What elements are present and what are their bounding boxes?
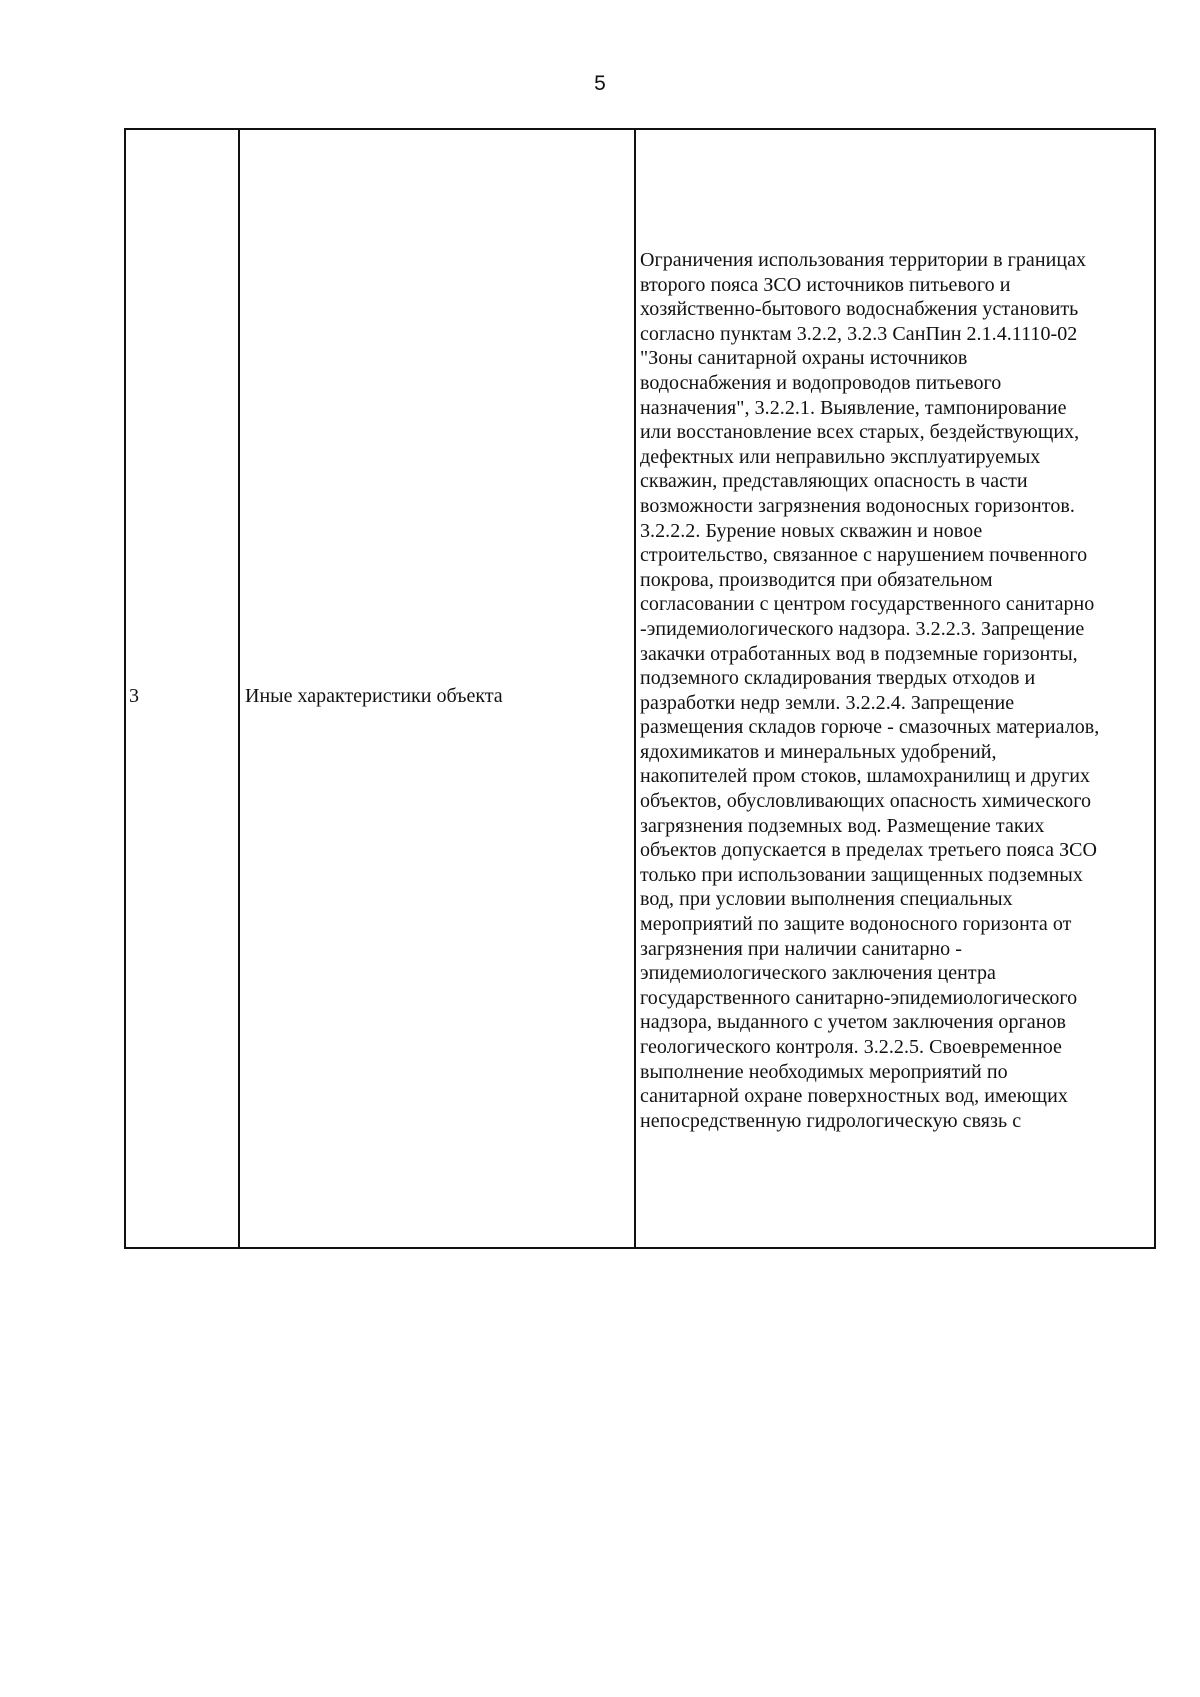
table-row [125,129,1155,1248]
characteristics-table [124,128,1156,1249]
row-number-cell: 3 [125,129,239,1248]
page-number: 5 [594,72,606,95]
row-name-cell: Иные характеристики объекта [239,129,635,1248]
row-value-text: Ограничения использования территории в границах второго пояса ЗСО источников питьевого и хозяйственно-бытового водоснабжения установить согласно пунктам 3.2.2, 3.2.3 СанПин 2.1.4.1110-02 "Зоны санитарной охраны источников водоснабжения и водопроводов питьевого назначения", 3.2.2.1. Выявление, тампонирование или восстановление всех старых, бездействующих, дефектных или неправильно эксплуатируемых скважин, представляющих опасность в части возможности загрязнения водоносных горизонтов. 3.2.2.2. Бурение новых скважин и новое строительство, связанное с нарушением почвенного покрова, производится при обязательном согласовании с центром государственного санитарно -эпидемиологического надзора. 3.2.2.3. Запрещение закачки отработанных вод в подземные горизонты, подземного складирования твердых отходов и разработки недр земли. 3.2.2.4. Запрещение размещения складов горюче - смазочных материалов, ядохимикатов и минеральных удобрений, накопителей пром стоков, шламохранилищ и других объектов, обусловливающих опасность химического загрязнения подземных вод. Размещение таких объектов допускается в пределах третьего пояса ЗСО только при использовании защищенных подземных вод, при условии выполнения специальных мероприятий по защите водоносного горизонта от загрязнения при наличии санитарно - эпидемиологического заключения центра государственного санитарно-эпидемиологического надзора, выданного с учетом заключения органов геологического контроля. 3.2.2.5. Своевременное выполнение необходимых мероприятий по санитарной охране поверхностных вод, имеющих непосредственную гидрологическую связь с [640,249,1100,1132]
row-value-cell [635,129,1155,1248]
